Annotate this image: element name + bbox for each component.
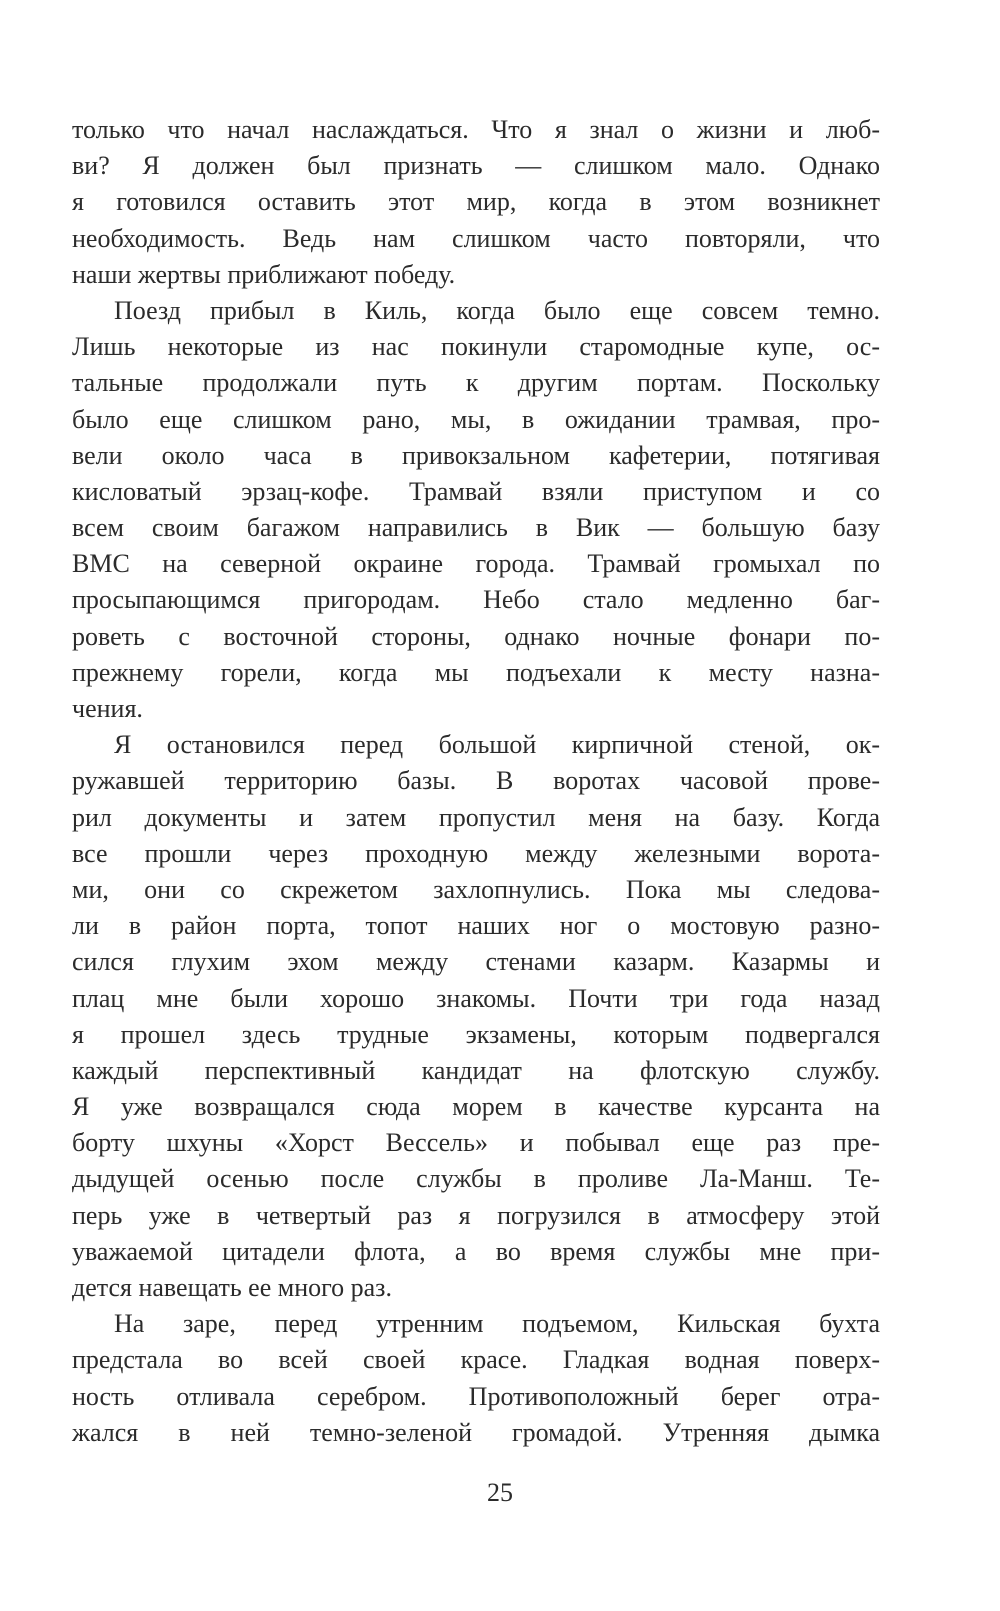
text-line: я прошел здесь трудные экзамены, которым подвергался bbox=[72, 1019, 880, 1049]
text-line: ви? Я должен был признать — слишком мало. Однако bbox=[72, 151, 880, 181]
text-line: ность отливала серебром. Противоположный берег отра- bbox=[72, 1381, 880, 1411]
text-line: перь уже в четвертый раз я погрузился в атмосферу этой bbox=[72, 1200, 880, 1230]
text-line: ли в район порта, топот наших ног о мостовую разно- bbox=[72, 911, 880, 941]
text-line: На заре, перед утренним подъемом, Кильская бухта bbox=[114, 1309, 880, 1339]
page-number: 25 bbox=[487, 1478, 513, 1507]
text-line: дыдущей осенью после службы в проливе Ла-Манш. Те- bbox=[72, 1164, 880, 1194]
text-line: предстала во всей своей красе. Гладкая водная поверх- bbox=[72, 1345, 880, 1375]
text-line: сился глухим эхом между стенами казарм. Казармы и bbox=[72, 947, 880, 977]
text-line: все прошли через проходную между железными ворота- bbox=[72, 838, 880, 868]
text-line: прежнему горели, когда мы подъехали к месту назна- bbox=[72, 657, 880, 687]
text-line: я готовился оставить этот мир, когда в этом возникнет bbox=[72, 187, 880, 217]
text-line: Лишь некоторые из нас покинули старомодные купе, ос- bbox=[72, 332, 880, 362]
text-line: ми, они со скрежетом захлопнулись. Пока мы следова- bbox=[72, 874, 880, 904]
text-line: плац мне были хорошо знакомы. Почти три года назад bbox=[72, 983, 880, 1013]
text-line: рил документы и затем пропустил меня на базу. Когда bbox=[72, 802, 880, 832]
text-line: жался в ней темно-зеленой громадой. Утренняя дымка bbox=[72, 1417, 880, 1447]
text-line: кисловатый эрзац-кофе. Трамвай взяли приступом и со bbox=[72, 476, 880, 506]
text-line: уважаемой цитадели флота, а во время службы мне при- bbox=[72, 1236, 880, 1266]
text-line: необходимость. Ведь нам слишком часто повторяли, что bbox=[72, 223, 880, 253]
text-line: чения. bbox=[72, 694, 143, 723]
paragraph bbox=[72, 112, 880, 293]
text-line: Я остановился перед большой кирпичной стеной, ок- bbox=[114, 730, 880, 760]
text-line: каждый перспективный кандидат на флотскую службу. bbox=[72, 1055, 880, 1085]
text-line: дется навещать ее много раз. bbox=[72, 1273, 392, 1302]
text-line: вели около часа в привокзальном кафетерии, потягивая bbox=[72, 440, 880, 470]
text-line: тальные продолжали путь к другим портам. Поскольку bbox=[72, 368, 880, 398]
text-line: роветь с восточной стороны, однако ночные фонари по- bbox=[72, 621, 880, 651]
text-line: Я уже возвращался сюда морем в качестве курсанта на bbox=[72, 1092, 880, 1122]
text-line: просыпающимся пригородам. Небо стало медленно баг- bbox=[72, 585, 880, 615]
body-text bbox=[72, 112, 880, 1451]
paragraph bbox=[72, 1306, 880, 1451]
text-line: только что начал наслаждаться. Что я знал о жизни и люб- bbox=[72, 115, 880, 144]
text-line: ВМС на северной окраине города. Трамвай громыхал по bbox=[72, 549, 880, 579]
text-line: всем своим багажом направились в Вик — большую базу bbox=[72, 513, 880, 543]
text-line: борту шхуны «Хорст Вессель» и побывал еще раз пре- bbox=[72, 1128, 880, 1158]
text-line: Поезд прибыл в Киль, когда было еще совсем темно. bbox=[114, 295, 880, 325]
text-line: было еще слишком рано, мы, в ожидании трамвая, про- bbox=[72, 404, 880, 434]
text-line: ружавшей территорию базы. В воротах часовой прове- bbox=[72, 766, 880, 796]
paragraph bbox=[72, 293, 880, 727]
text-line: наши жертвы приближают победу. bbox=[72, 259, 456, 289]
paragraph bbox=[72, 727, 880, 1306]
